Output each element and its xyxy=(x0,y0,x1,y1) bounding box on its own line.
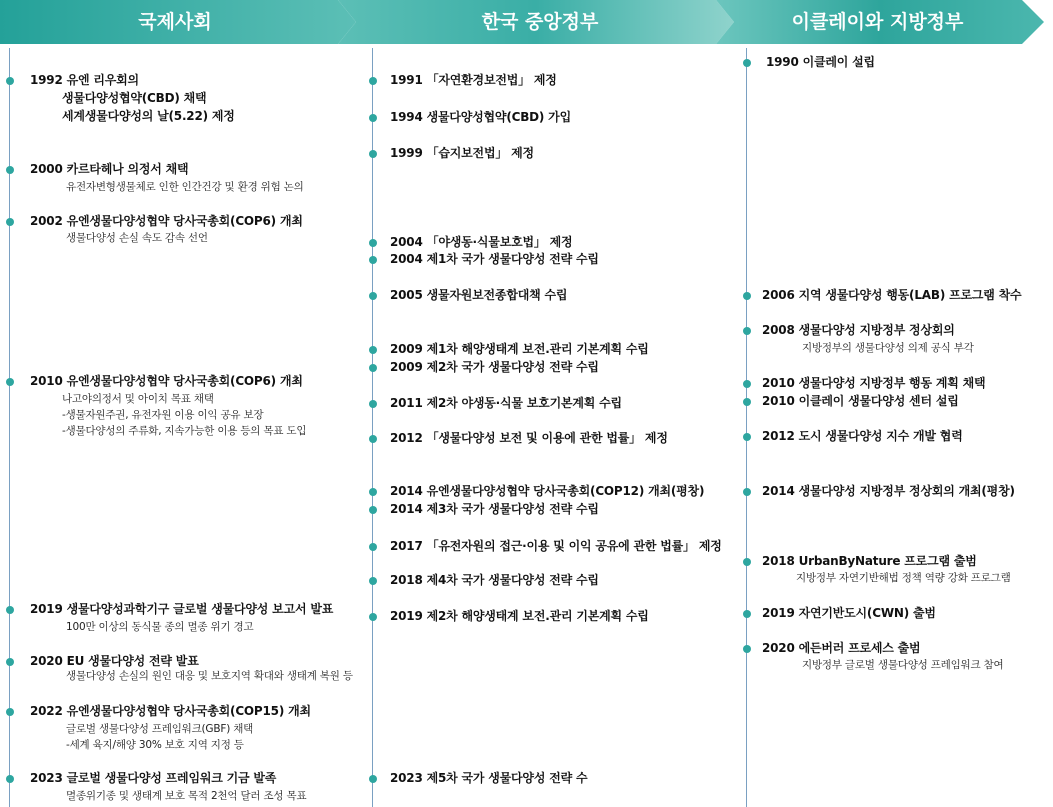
timeline-dot xyxy=(369,239,377,247)
timeline-dot xyxy=(743,488,751,496)
event-korea-2004b: 2004 제1차 국가 생물다양성 전략 수립 xyxy=(390,252,599,266)
timeline-dot xyxy=(6,77,14,85)
event-international-2019-sub: 100만 이상의 동식물 종의 멸종 위기 경고 xyxy=(66,621,254,633)
event-iclei-2019: 2019 자연기반도시(CWN) 출범 xyxy=(762,606,936,620)
timeline-dot xyxy=(6,218,14,226)
timeline-dot xyxy=(369,150,377,158)
timeline-dot xyxy=(369,346,377,354)
timeline-dot xyxy=(369,364,377,372)
event-international-1992-day: 세계생물다양성의 날(5.22) 제정 xyxy=(62,109,235,123)
event-korea-2014a: 2014 유엔생물다양성협약 당사국총회(COP12) 개최(평창) xyxy=(390,484,705,498)
event-international-2019: 2019 생물다양성과학기구 글로벌 생물다양성 보고서 발표 xyxy=(30,602,334,616)
event-international-2022-sub2: -세계 육지/해양 30% 보호 지역 지정 등 xyxy=(66,739,244,751)
event-international-2022-sub1: 글로벌 생물다양성 프레임워크(GBF) 채택 xyxy=(66,723,254,735)
event-international-2022: 2022 유엔생물다양성협약 당사국총회(COP15) 개최 xyxy=(30,704,311,718)
event-iclei-2008-sub: 지방정부의 생물다양성 의제 공식 부각 xyxy=(802,342,974,354)
event-korea-2005: 2005 생물자원보전종합대책 수립 xyxy=(390,288,568,302)
timeline-dot xyxy=(369,543,377,551)
event-international-2020-sub: 생물다양성 손실의 원인 대응 및 보호지역 확대와 생태계 복원 등 xyxy=(66,670,353,682)
event-korea-2012: 2012 「생물다양성 보전 및 이용에 관한 법률」 제정 xyxy=(390,431,668,445)
timeline-dot xyxy=(743,327,751,335)
event-iclei-2020: 2020 에든버러 프로세스 출범 xyxy=(762,641,921,655)
event-korea-1991: 1991 「자연환경보전법」 제정 xyxy=(390,73,557,87)
timeline-dot xyxy=(743,433,751,441)
timeline-line-iclei xyxy=(746,48,747,807)
timeline-dot xyxy=(369,613,377,621)
event-iclei-2010b: 2010 이클레이 생물다양성 센터 설립 xyxy=(762,394,959,408)
timeline-dot xyxy=(743,558,751,566)
timeline-dot xyxy=(369,435,377,443)
timeline-dot xyxy=(6,166,14,174)
event-iclei-2018: 2018 UrbanByNature 프로그램 출범 xyxy=(762,554,977,568)
event-international-1992-cbd: 생물다양성협약(CBD) 채택 xyxy=(62,91,207,105)
timeline-line-korea xyxy=(372,48,373,807)
timeline-dot xyxy=(369,506,377,514)
event-iclei-2018-sub: 지방정부 자연기반해법 정책 역량 강화 프로그램 xyxy=(796,572,1011,584)
header-korea: 한국 중앙정부 xyxy=(481,11,599,33)
timeline-dot xyxy=(6,708,14,716)
event-international-2010-sub1: 나고야의정서 및 아이치 목표 채택 xyxy=(62,393,214,405)
timeline-dot xyxy=(743,398,751,406)
event-korea-2014b: 2014 제3차 국가 생물다양성 전략 수립 xyxy=(390,502,599,516)
timeline-dot xyxy=(369,77,377,85)
header-iclei: 이클레이와 지방정부 xyxy=(791,11,964,33)
event-iclei-1990: 1990 이클레이 설립 xyxy=(766,55,875,69)
event-iclei-2010a: 2010 생물다양성 지방정부 행동 계획 채택 xyxy=(762,376,986,390)
event-korea-1999: 1999 「습지보전법」 제정 xyxy=(390,146,534,160)
event-iclei-2014: 2014 생물다양성 지방정부 정상회의 개최(평창) xyxy=(762,484,1015,498)
event-international-2002-sub: 생물다양성 손실 속도 감속 선언 xyxy=(66,232,208,244)
timeline-dot xyxy=(369,577,377,585)
event-korea-2011: 2011 제2차 야생동·식물 보호기본계획 수립 xyxy=(390,396,622,410)
event-korea-2018: 2018 제4차 국가 생물다양성 전략 수립 xyxy=(390,573,599,587)
header-banner xyxy=(0,0,1053,44)
event-iclei-2012: 2012 도시 생물다양성 지수 개발 협력 xyxy=(762,429,963,443)
timeline-dot xyxy=(743,610,751,618)
event-korea-2009a: 2009 제1차 해양생태계 보전.관리 기본계획 수립 xyxy=(390,342,649,356)
event-international-2023: 2023 글로벌 생물다양성 프레임워크 기금 발족 xyxy=(30,771,277,785)
timeline-dot xyxy=(369,775,377,783)
event-international-2010-sub2: -생물자원주권, 유전자원 이용 이익 공유 보장 xyxy=(62,409,264,421)
timeline-dot xyxy=(369,488,377,496)
event-korea-2017: 2017 「유전자원의 접근·이용 및 이익 공유에 관한 법률」 제정 xyxy=(390,539,722,553)
timeline-dot xyxy=(369,400,377,408)
timeline-dot xyxy=(6,378,14,386)
event-korea-1994: 1994 생물다양성협약(CBD) 가입 xyxy=(390,110,571,124)
event-korea-2019: 2019 제2차 해양생태계 보전.관리 기본계획 수립 xyxy=(390,609,649,623)
timeline-dot xyxy=(6,658,14,666)
timeline-dot xyxy=(743,292,751,300)
timeline-line-international xyxy=(9,48,10,807)
event-international-1992: 1992 유엔 리우회의 xyxy=(30,73,139,87)
timeline-dot xyxy=(6,606,14,614)
event-international-2002: 2002 유엔생물다양성협약 당사국총회(COP6) 개최 xyxy=(30,214,303,228)
event-korea-2023: 2023 제5차 국가 생물다양성 전략 수 xyxy=(390,771,588,785)
event-international-2000-sub: 유전자변형생물체로 인한 인간건강 및 환경 위험 논의 xyxy=(66,181,304,193)
event-international-2010: 2010 유엔생물다양성협약 당사국총회(COP6) 개최 xyxy=(30,374,303,388)
event-korea-2009b: 2009 제2차 국가 생물다양성 전략 수립 xyxy=(390,360,599,374)
timeline-dot xyxy=(743,380,751,388)
event-korea-2004a: 2004 「야생동·식물보호법」 제정 xyxy=(390,235,573,249)
header-international: 국제사회 xyxy=(138,11,212,33)
event-iclei-2008: 2008 생물다양성 지방정부 정상회의 xyxy=(762,323,955,337)
event-international-2010-sub3: -생물다양성의 주류화, 지속가능한 이용 등의 목표 도입 xyxy=(62,425,307,437)
timeline-dot xyxy=(743,59,751,67)
event-iclei-2020-sub: 지방정부 글로벌 생물다양성 프레임워크 참여 xyxy=(802,659,1004,671)
timeline-dot xyxy=(743,645,751,653)
timeline-dot xyxy=(369,256,377,264)
event-international-2000: 2000 카르타헤나 의정서 채택 xyxy=(30,162,189,176)
timeline-dot xyxy=(369,292,377,300)
timeline-dot xyxy=(369,114,377,122)
event-iclei-2006: 2006 지역 생물다양성 행동(LAB) 프로그램 착수 xyxy=(762,288,1022,302)
event-international-2020: 2020 EU 생물다양성 전략 발표 xyxy=(30,654,199,668)
event-international-2023-sub: 멸종위기종 및 생태계 보호 목적 2천억 달러 조성 목표 xyxy=(66,790,307,802)
timeline-dot xyxy=(6,775,14,783)
